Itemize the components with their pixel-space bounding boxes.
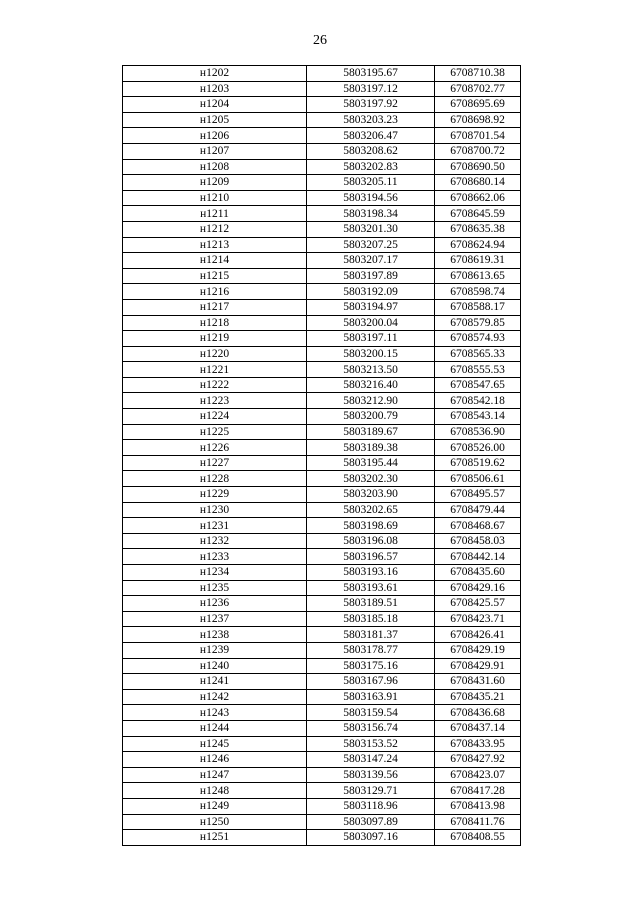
y-coordinate-cell: 6708431.60	[435, 674, 521, 690]
point-id-cell: н1204	[123, 97, 307, 113]
table-row	[123, 767, 521, 783]
table-row	[123, 331, 521, 347]
y-coordinate-cell: 6708429.91	[435, 658, 521, 674]
point-id-cell: н1245	[123, 736, 307, 752]
table-row	[123, 658, 521, 674]
y-coordinate-cell: 6708411.76	[435, 814, 521, 830]
point-id-cell: н1236	[123, 596, 307, 612]
point-id-cell: н1244	[123, 720, 307, 736]
point-id-cell: н1205	[123, 112, 307, 128]
point-id-cell: н1221	[123, 362, 307, 378]
table-row	[123, 346, 521, 362]
y-coordinate-cell: 6708433.95	[435, 736, 521, 752]
x-coordinate-cell: 5803189.38	[307, 440, 435, 456]
point-id-cell: н1242	[123, 689, 307, 705]
table-row	[123, 798, 521, 814]
x-coordinate-cell: 5803194.97	[307, 299, 435, 315]
point-id-cell: н1214	[123, 253, 307, 269]
table-row	[123, 128, 521, 144]
x-coordinate-cell: 5803192.09	[307, 284, 435, 300]
point-id-cell: н1246	[123, 752, 307, 768]
y-coordinate-cell: 6708619.31	[435, 253, 521, 269]
x-coordinate-cell: 5803198.69	[307, 518, 435, 534]
y-coordinate-cell: 6708435.21	[435, 689, 521, 705]
table-row	[123, 549, 521, 565]
x-coordinate-cell: 5803181.37	[307, 627, 435, 643]
y-coordinate-cell: 6708542.18	[435, 393, 521, 409]
table-row	[123, 487, 521, 503]
table-row	[123, 611, 521, 627]
x-coordinate-cell: 5803202.30	[307, 471, 435, 487]
y-coordinate-cell: 6708700.72	[435, 143, 521, 159]
table-row	[123, 518, 521, 534]
table-row	[123, 830, 521, 846]
point-id-cell: н1240	[123, 658, 307, 674]
y-coordinate-cell: 6708435.60	[435, 565, 521, 581]
point-id-cell: н1238	[123, 627, 307, 643]
point-id-cell: н1243	[123, 705, 307, 721]
y-coordinate-cell: 6708543.14	[435, 409, 521, 425]
y-coordinate-cell: 6708645.59	[435, 206, 521, 222]
table-row	[123, 175, 521, 191]
point-id-cell: н1230	[123, 502, 307, 518]
point-id-cell: н1219	[123, 331, 307, 347]
y-coordinate-cell: 6708413.98	[435, 798, 521, 814]
y-coordinate-cell: 6708468.67	[435, 518, 521, 534]
y-coordinate-cell: 6708547.65	[435, 377, 521, 393]
table-row	[123, 190, 521, 206]
y-coordinate-cell: 6708425.57	[435, 596, 521, 612]
x-coordinate-cell: 5803147.24	[307, 752, 435, 768]
y-coordinate-cell: 6708437.14	[435, 720, 521, 736]
x-coordinate-cell: 5803163.91	[307, 689, 435, 705]
x-coordinate-cell: 5803195.67	[307, 66, 435, 82]
point-id-cell: н1251	[123, 830, 307, 846]
point-id-cell: н1226	[123, 440, 307, 456]
y-coordinate-cell: 6708613.65	[435, 268, 521, 284]
y-coordinate-cell: 6708574.93	[435, 331, 521, 347]
x-coordinate-cell: 5803198.34	[307, 206, 435, 222]
table-row	[123, 377, 521, 393]
y-coordinate-cell: 6708429.19	[435, 642, 521, 658]
table-row	[123, 471, 521, 487]
point-id-cell: н1239	[123, 642, 307, 658]
x-coordinate-cell: 5803203.90	[307, 487, 435, 503]
point-id-cell: н1216	[123, 284, 307, 300]
table-row	[123, 783, 521, 799]
point-id-cell: н1218	[123, 315, 307, 331]
y-coordinate-cell: 6708458.03	[435, 533, 521, 549]
x-coordinate-cell: 5803208.62	[307, 143, 435, 159]
y-coordinate-cell: 6708519.62	[435, 455, 521, 471]
point-id-cell: н1237	[123, 611, 307, 627]
x-coordinate-cell: 5803200.79	[307, 409, 435, 425]
x-coordinate-cell: 5803175.16	[307, 658, 435, 674]
point-id-cell: н1228	[123, 471, 307, 487]
x-coordinate-cell: 5803118.96	[307, 798, 435, 814]
y-coordinate-cell: 6708698.92	[435, 112, 521, 128]
table-row	[123, 97, 521, 113]
x-coordinate-cell: 5803196.08	[307, 533, 435, 549]
y-coordinate-cell: 6708702.77	[435, 81, 521, 97]
x-coordinate-cell: 5803206.47	[307, 128, 435, 144]
table-row	[123, 112, 521, 128]
table-row	[123, 455, 521, 471]
point-id-cell: н1211	[123, 206, 307, 222]
point-id-cell: н1235	[123, 580, 307, 596]
y-coordinate-cell: 6708579.85	[435, 315, 521, 331]
table-row	[123, 81, 521, 97]
x-coordinate-cell: 5803207.25	[307, 237, 435, 253]
y-coordinate-cell: 6708427.92	[435, 752, 521, 768]
x-coordinate-cell: 5803195.44	[307, 455, 435, 471]
table-row	[123, 237, 521, 253]
x-coordinate-cell: 5803207.17	[307, 253, 435, 269]
table-row	[123, 221, 521, 237]
y-coordinate-cell: 6708426.41	[435, 627, 521, 643]
y-coordinate-cell: 6708588.17	[435, 299, 521, 315]
y-coordinate-cell: 6708624.94	[435, 237, 521, 253]
x-coordinate-cell: 5803200.04	[307, 315, 435, 331]
point-id-cell: н1222	[123, 377, 307, 393]
table-row	[123, 689, 521, 705]
table-row	[123, 299, 521, 315]
point-id-cell: н1227	[123, 455, 307, 471]
x-coordinate-cell: 5803197.12	[307, 81, 435, 97]
point-id-cell: н1202	[123, 66, 307, 82]
point-id-cell: н1233	[123, 549, 307, 565]
table-row	[123, 253, 521, 269]
point-id-cell: н1223	[123, 393, 307, 409]
table-row	[123, 642, 521, 658]
x-coordinate-cell: 5803185.18	[307, 611, 435, 627]
x-coordinate-cell: 5803189.67	[307, 424, 435, 440]
y-coordinate-cell: 6708690.50	[435, 159, 521, 175]
x-coordinate-cell: 5803213.50	[307, 362, 435, 378]
x-coordinate-cell: 5803097.16	[307, 830, 435, 846]
x-coordinate-cell: 5803193.16	[307, 565, 435, 581]
x-coordinate-cell: 5803200.15	[307, 346, 435, 362]
table-row	[123, 596, 521, 612]
point-id-cell: н1249	[123, 798, 307, 814]
table-row	[123, 736, 521, 752]
y-coordinate-cell: 6708423.07	[435, 767, 521, 783]
table-row	[123, 752, 521, 768]
y-coordinate-cell: 6708710.38	[435, 66, 521, 82]
table-row	[123, 533, 521, 549]
table-row	[123, 393, 521, 409]
point-id-cell: н1208	[123, 159, 307, 175]
y-coordinate-cell: 6708495.57	[435, 487, 521, 503]
x-coordinate-cell: 5803202.83	[307, 159, 435, 175]
table-row	[123, 502, 521, 518]
point-id-cell: н1220	[123, 346, 307, 362]
point-id-cell: н1232	[123, 533, 307, 549]
point-id-cell: н1229	[123, 487, 307, 503]
page-number: 26	[313, 33, 327, 48]
x-coordinate-cell: 5803139.56	[307, 767, 435, 783]
y-coordinate-cell: 6708536.90	[435, 424, 521, 440]
table-row	[123, 284, 521, 300]
table-row	[123, 705, 521, 721]
y-coordinate-cell: 6708526.00	[435, 440, 521, 456]
x-coordinate-cell: 5803156.74	[307, 720, 435, 736]
x-coordinate-cell: 5803129.71	[307, 783, 435, 799]
x-coordinate-cell: 5803178.77	[307, 642, 435, 658]
table-row	[123, 143, 521, 159]
point-id-cell: н1209	[123, 175, 307, 191]
x-coordinate-cell: 5803097.89	[307, 814, 435, 830]
table-row	[123, 409, 521, 425]
point-id-cell: н1250	[123, 814, 307, 830]
y-coordinate-cell: 6708701.54	[435, 128, 521, 144]
table-row	[123, 720, 521, 736]
y-coordinate-cell: 6708417.28	[435, 783, 521, 799]
y-coordinate-cell: 6708695.69	[435, 97, 521, 113]
table-row	[123, 362, 521, 378]
x-coordinate-cell: 5803202.65	[307, 502, 435, 518]
point-id-cell: н1231	[123, 518, 307, 534]
x-coordinate-cell: 5803205.11	[307, 175, 435, 191]
point-id-cell: н1248	[123, 783, 307, 799]
table-row	[123, 159, 521, 175]
table-row	[123, 565, 521, 581]
table-row	[123, 440, 521, 456]
y-coordinate-cell: 6708423.71	[435, 611, 521, 627]
y-coordinate-cell: 6708429.16	[435, 580, 521, 596]
x-coordinate-cell: 5803216.40	[307, 377, 435, 393]
point-id-cell: н1212	[123, 221, 307, 237]
table-row	[123, 580, 521, 596]
x-coordinate-cell: 5803197.89	[307, 268, 435, 284]
point-id-cell: н1210	[123, 190, 307, 206]
x-coordinate-cell: 5803153.52	[307, 736, 435, 752]
point-id-cell: н1217	[123, 299, 307, 315]
y-coordinate-cell: 6708506.61	[435, 471, 521, 487]
table-row	[123, 674, 521, 690]
y-coordinate-cell: 6708662.06	[435, 190, 521, 206]
x-coordinate-cell: 5803201.30	[307, 221, 435, 237]
table-row	[123, 424, 521, 440]
table-row	[123, 268, 521, 284]
point-id-cell: н1241	[123, 674, 307, 690]
x-coordinate-cell: 5803193.61	[307, 580, 435, 596]
table-row	[123, 206, 521, 222]
x-coordinate-cell: 5803167.96	[307, 674, 435, 690]
x-coordinate-cell: 5803197.11	[307, 331, 435, 347]
y-coordinate-cell: 6708436.68	[435, 705, 521, 721]
point-id-cell: н1206	[123, 128, 307, 144]
y-coordinate-cell: 6708408.55	[435, 830, 521, 846]
table-row	[123, 814, 521, 830]
x-coordinate-cell: 5803196.57	[307, 549, 435, 565]
x-coordinate-cell: 5803189.51	[307, 596, 435, 612]
x-coordinate-cell: 5803203.23	[307, 112, 435, 128]
y-coordinate-cell: 6708565.33	[435, 346, 521, 362]
point-id-cell: н1225	[123, 424, 307, 440]
point-id-cell: н1213	[123, 237, 307, 253]
y-coordinate-cell: 6708479.44	[435, 502, 521, 518]
point-id-cell: н1234	[123, 565, 307, 581]
point-id-cell: н1247	[123, 767, 307, 783]
point-id-cell: н1203	[123, 81, 307, 97]
y-coordinate-cell: 6708635.38	[435, 221, 521, 237]
y-coordinate-cell: 6708598.74	[435, 284, 521, 300]
x-coordinate-cell: 5803212.90	[307, 393, 435, 409]
x-coordinate-cell: 5803194.56	[307, 190, 435, 206]
coordinates-table-body	[123, 66, 521, 846]
x-coordinate-cell: 5803197.92	[307, 97, 435, 113]
x-coordinate-cell: 5803159.54	[307, 705, 435, 721]
point-id-cell: н1207	[123, 143, 307, 159]
y-coordinate-cell: 6708680.14	[435, 175, 521, 191]
y-coordinate-cell: 6708555.53	[435, 362, 521, 378]
table-row	[123, 315, 521, 331]
point-id-cell: н1215	[123, 268, 307, 284]
table-row	[123, 627, 521, 643]
coordinates-table	[122, 65, 521, 846]
table-row	[123, 66, 521, 82]
y-coordinate-cell: 6708442.14	[435, 549, 521, 565]
point-id-cell: н1224	[123, 409, 307, 425]
